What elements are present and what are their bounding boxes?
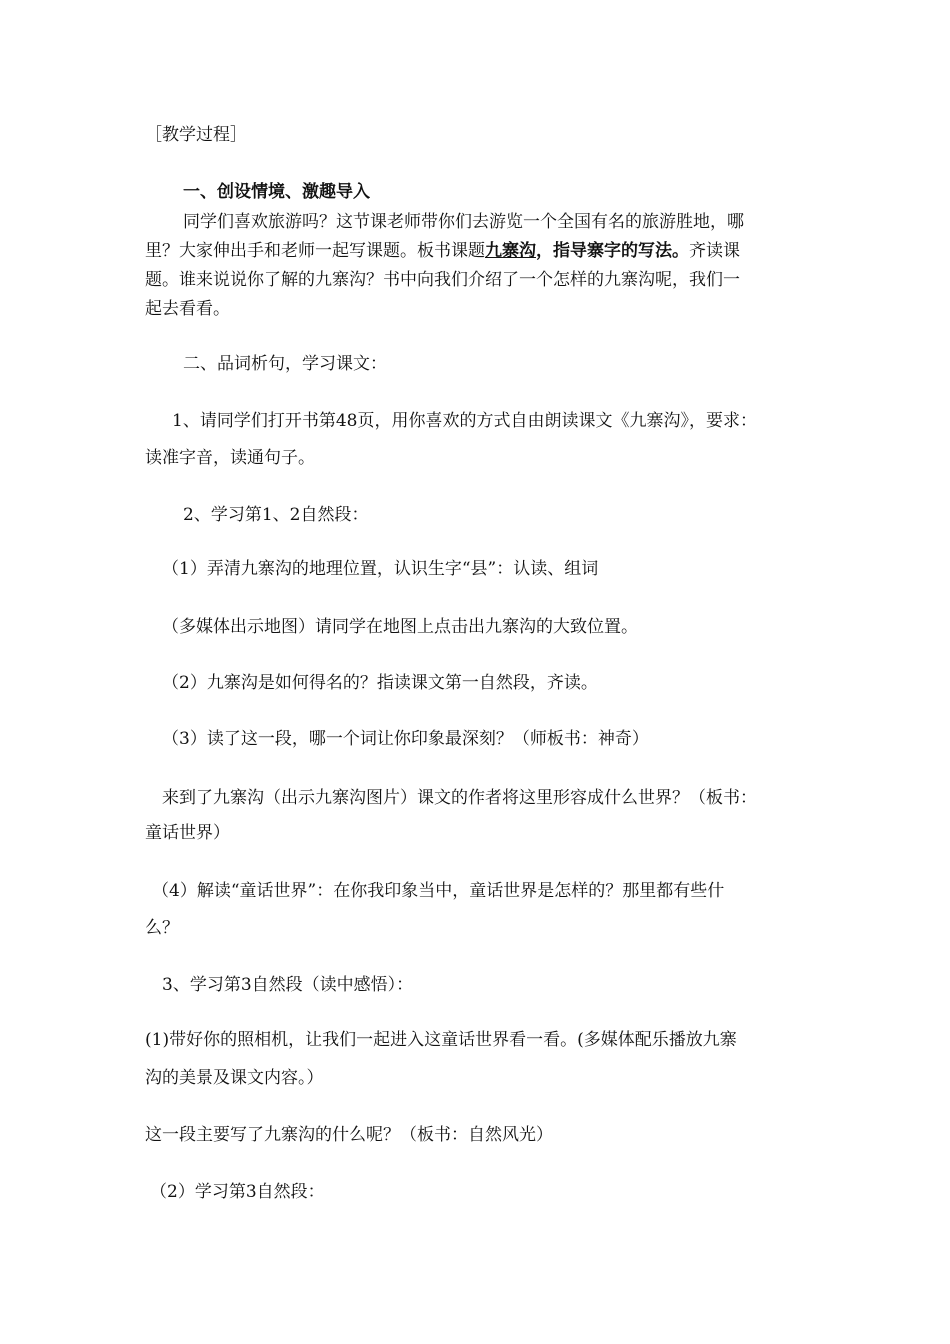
paragraph-5: （2）九寨沟是如何得名的？指读课文第一自然段，齐读。: [162, 673, 598, 693]
section-2-title: 二、品词析句，学习课文：: [183, 354, 387, 374]
paragraph-8-line-1: （4）解读“童话世界”：在你我印象当中，童话世界是怎样的？那里都有些什: [152, 881, 725, 901]
paragraph-10-line-2: 沟的美景及课文内容。）: [145, 1068, 324, 1088]
paragraph-3: （1）弄清九寨沟的地理位置，认识生字“县”：认读、组词: [162, 559, 599, 579]
section-1-line-3: 题。谁来说说你了解的九寨沟？书中向我们介绍了一个怎样的九寨沟呢，我们一: [145, 270, 740, 290]
bold-instruction: ，指导寨字的写法。: [536, 241, 689, 261]
paragraph-1-line-2: 读准字音，读通句子。: [145, 448, 315, 468]
section-1-line-1: 同学们喜欢旅游吗？这节课老师带你们去游览一个全国有名的旅游胜地，哪: [183, 212, 744, 232]
lesson-title-underlined: 九寨沟: [485, 241, 536, 261]
paragraph-8-line-2: 么？: [145, 918, 179, 938]
section-1-title: 一、创设情境、激趣导入: [183, 182, 370, 202]
paragraph-6: （3）读了这一段，哪一个词让你印象最深刻？（师板书：神奇）: [162, 729, 649, 749]
paragraph-12: （2）学习第3自然段：: [150, 1182, 325, 1202]
text-run: 齐读课: [689, 241, 740, 261]
teaching-process-heading: ［教学过程］: [145, 125, 247, 145]
section-1-line-4: 起去看看。: [145, 299, 230, 319]
paragraph-11: 这一段主要写了九寨沟的什么呢？（板书：自然风光）: [145, 1125, 553, 1145]
paragraph-4: （多媒体出示地图）请同学在地图上点击出九寨沟的大致位置。: [162, 617, 638, 637]
text-run: 里？大家伸出手和老师一起写课题。板书课题: [145, 241, 485, 261]
paragraph-1-line-1: 1、请同学们打开书第48页，用你喜欢的方式自由朗读课文《九寨沟》，要求：: [172, 411, 757, 431]
paragraph-7-line-1: 来到了九寨沟（出示九寨沟图片）课文的作者将这里形容成什么世界？（板书：: [162, 788, 757, 808]
paragraph-9: 3、学习第3自然段（读中感悟）：: [162, 975, 414, 995]
paragraph-7-line-2: 童话世界）: [145, 823, 230, 843]
paragraph-10-line-1: (1)带好你的照相机，让我们一起进入这童话世界看一看。(多媒体配乐播放九寨: [145, 1030, 737, 1050]
paragraph-2: 2、学习第1、2自然段：: [183, 505, 369, 525]
section-1-line-2: [145, 240, 740, 262]
